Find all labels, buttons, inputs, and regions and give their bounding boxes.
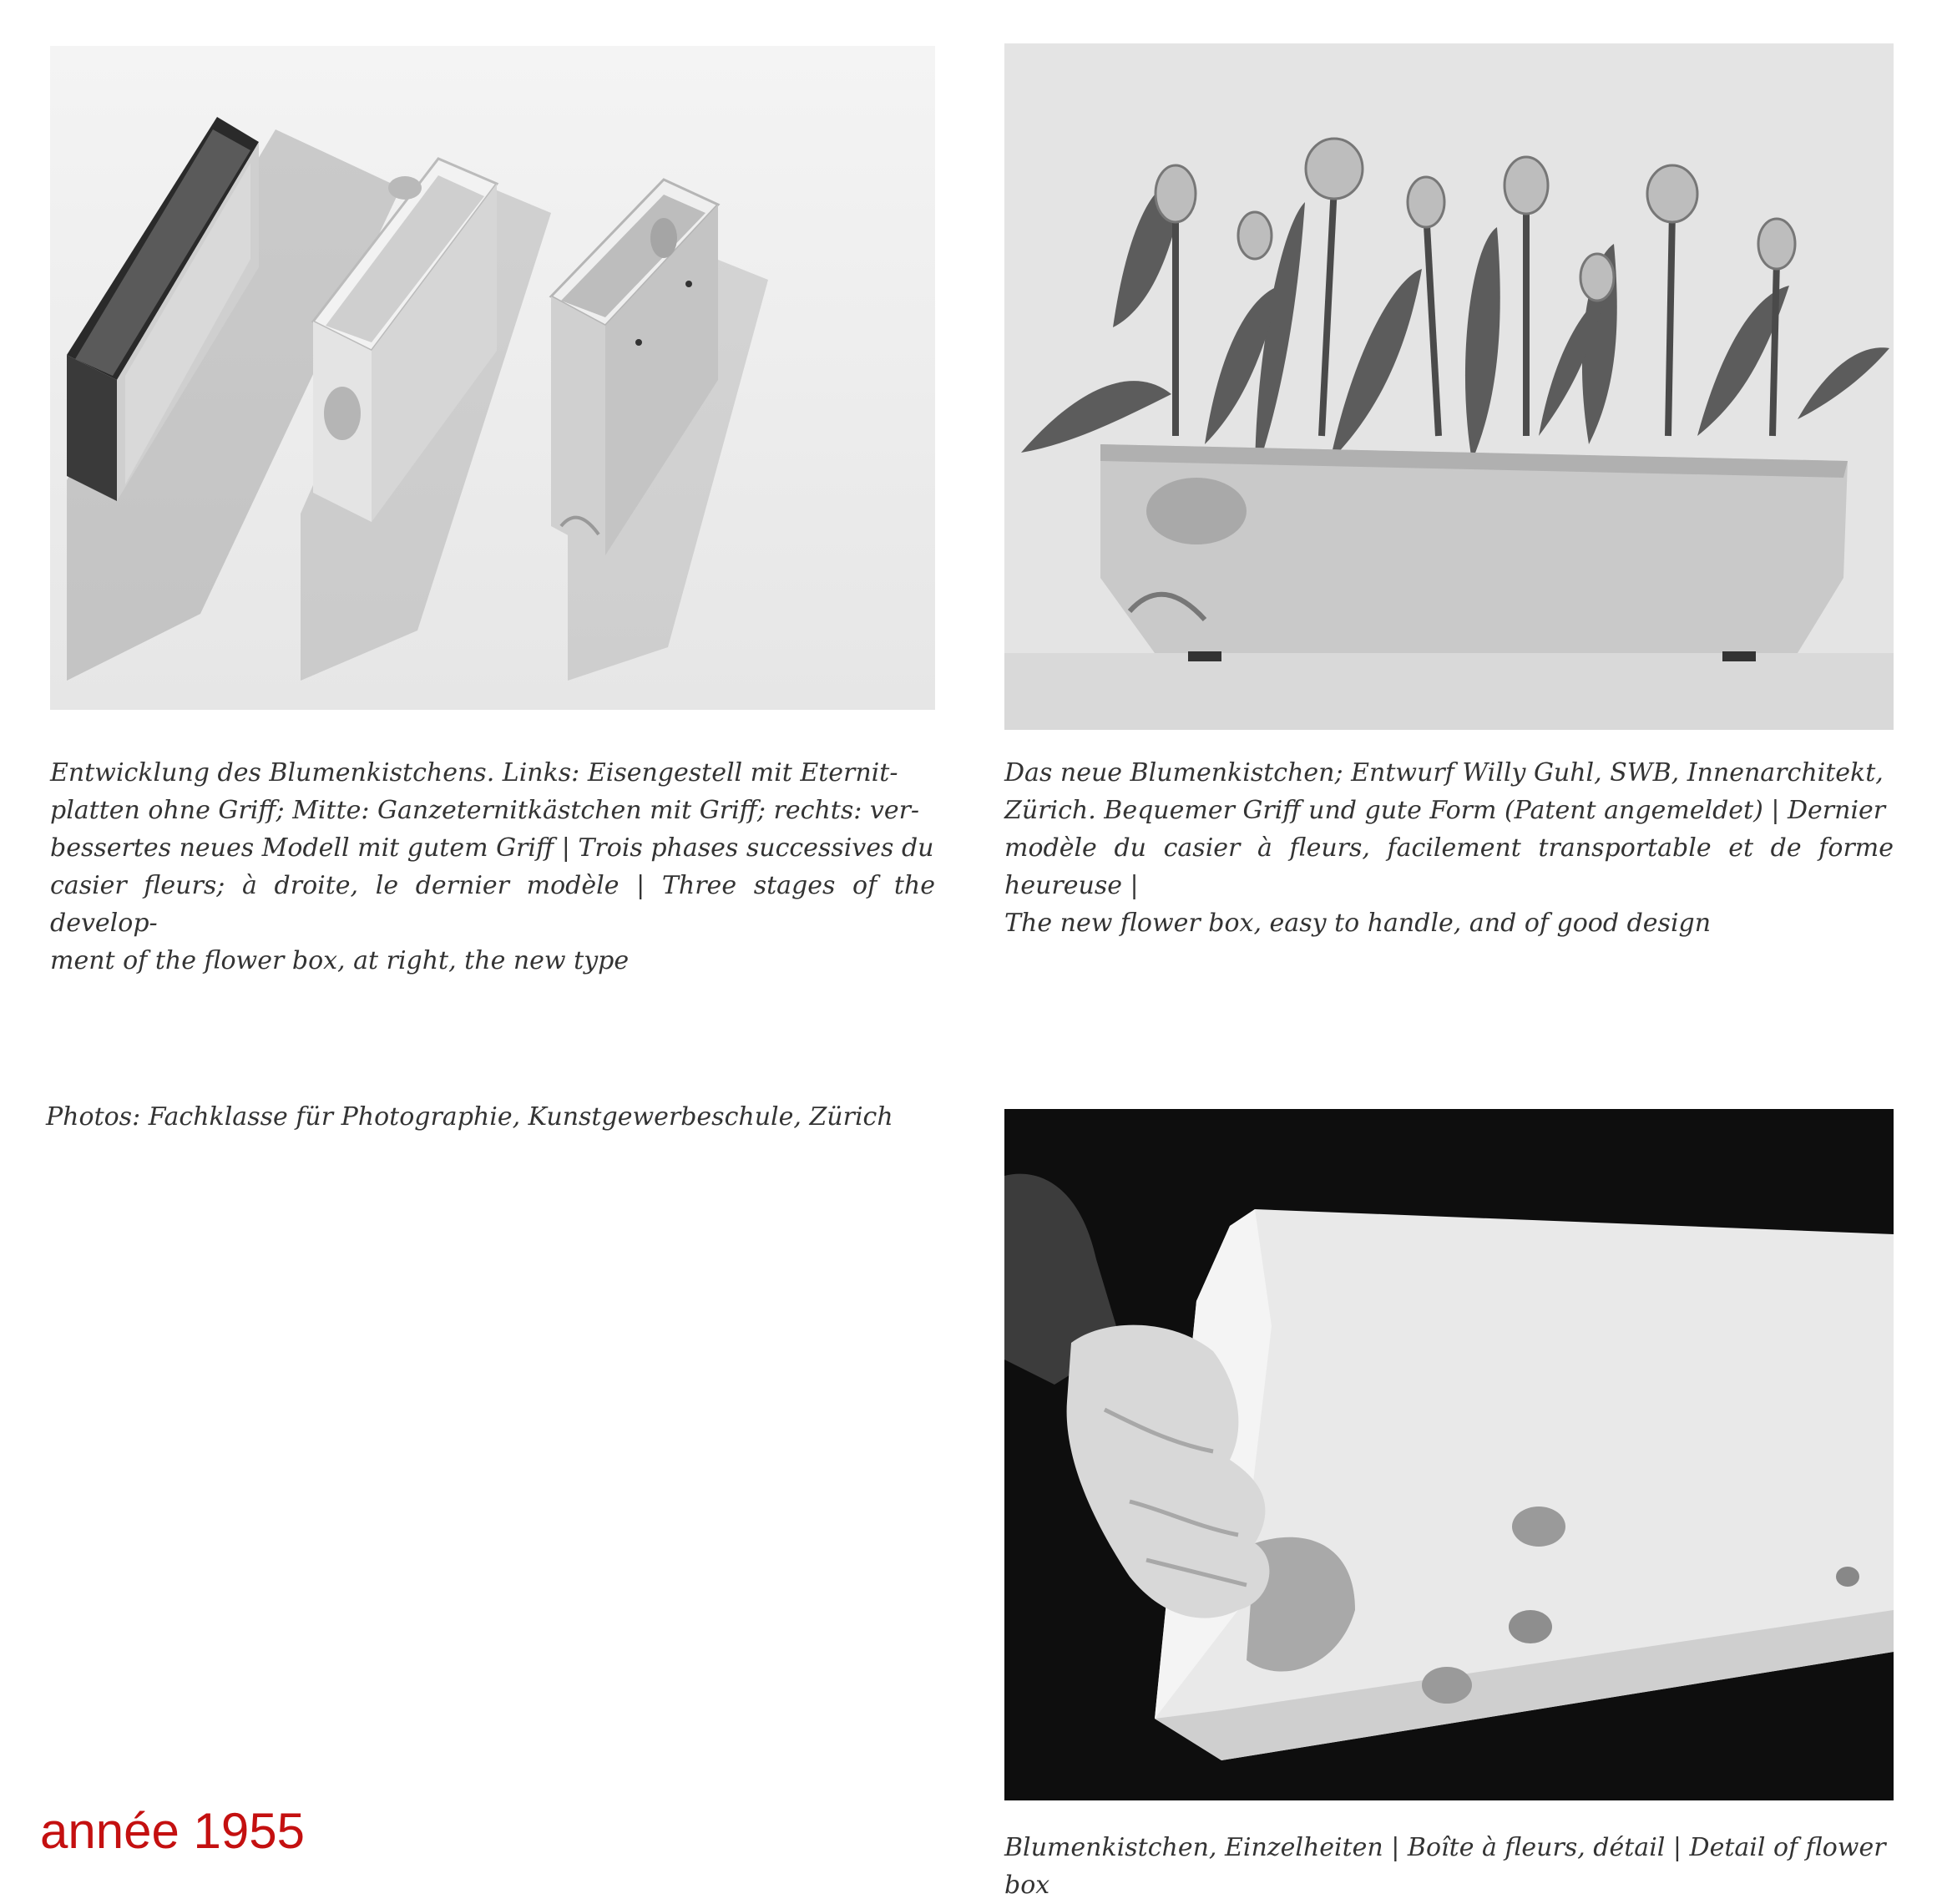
photo-flower-box-tulips [1004, 43, 1894, 730]
caption-detail: Blumenkistchen, Einzelheiten | Boîte à fleurs, détail | Detail of flower box [1004, 1833, 1886, 1900]
photo-credit-label: Photos: [46, 1102, 141, 1132]
caption-new-flower-box: Das neue Blumenkistchen; Entwurf Willy Guhl, SWB, Innenarchitekt, Zürich. Bequemer Griff und gute Form (Patent angemeldet) | Dernier modèle du casier à fleurs, facilement transportable et de forme heureuse | The new flower box, easy to handle, and of good design [1004, 758, 1894, 938]
photo-hand-holding-box [1004, 1109, 1894, 1800]
tulips-illustration [1004, 43, 1894, 730]
year-stamp: année 1955 [40, 1803, 305, 1859]
flower-boxes-illustration [50, 46, 935, 710]
photo-three-flower-boxes [50, 46, 935, 710]
photo-credit-text: Fachklasse für Photographie, Kunstgewerbeschule, Zürich [148, 1102, 893, 1132]
caption-development-stages: Entwicklung des Blumenkistchens. Links: Eisengestell mit Eternit- platten ohne Griff; Mitte: Ganzeternitkästchen mit Griff; rechts: ver- bessertes neues Modell mit gutem Griff | Trois phases successives du casier fleurs; à droite, le dernier modèle | Three stages of the develop- ment of the flower box, at right, the new type [50, 758, 935, 975]
hand-detail-illustration [1004, 1109, 1894, 1800]
photo-credit [46, 1098, 964, 1136]
